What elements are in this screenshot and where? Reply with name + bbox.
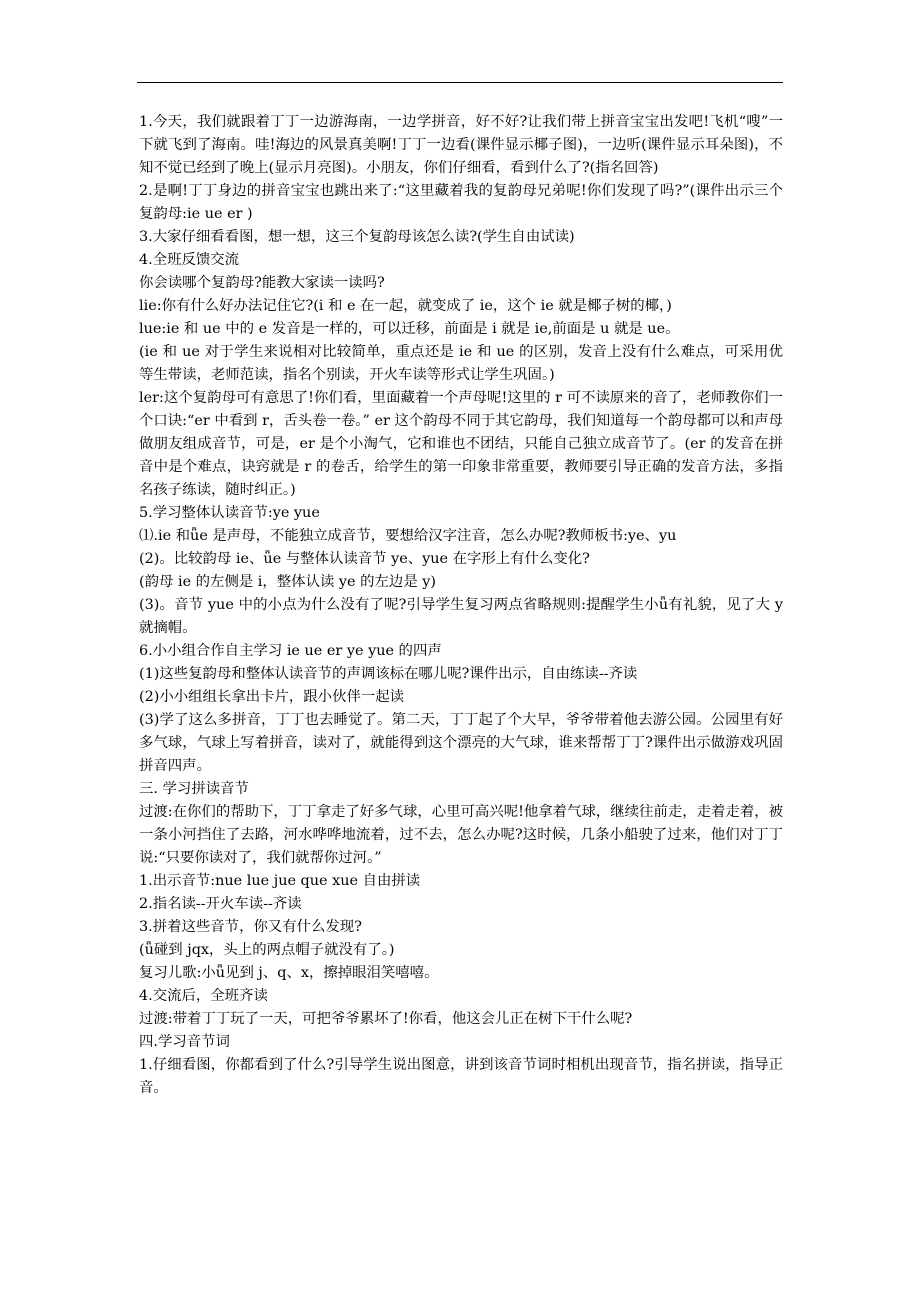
paragraph: 2.指名读--开火车读--齐读	[139, 896, 302, 912]
paragraph: (2)小小组组长拿出卡片，跟小伙伴一起读	[139, 689, 405, 705]
paragraph: 4.交流后，全班齐读	[139, 988, 268, 1004]
paragraph: (3)。音节 yue 中的小点为什么没有了呢?引导学生复习两点省略规则:提醒学生小ǖ有礼貌，见了大 y 就摘帽。	[139, 597, 783, 636]
paragraph: 复习儿歌:小ǖ见到 j、q、x，擦掉眼泪笑嘻嘻。	[139, 965, 439, 981]
paragraph: 你会读哪个复韵母?能教大家读一读吗?	[139, 275, 385, 291]
section-heading: 4.全班反馈交流	[139, 252, 240, 268]
paragraph: 1.仔细看图，你都看到了什么?引导学生说出图意，讲到该音节词时相机出现音节，指名拼读，指导正音。	[139, 1057, 783, 1096]
section-heading: 5.学习整体认读音节:ye yue	[139, 505, 320, 521]
paragraph: 过渡:带着丁丁玩了一天，可把爷爷累坏了!你看，他这会儿正在树下干什么呢?	[139, 1011, 633, 1027]
section-heading: 三. 学习拼读音节	[139, 781, 249, 797]
document-body	[139, 111, 783, 1100]
section-heading: 四.学习音节词	[139, 1034, 230, 1050]
paragraph: (韵母 ie 的左侧是 i，整体认读 ye 的左边是 y)	[139, 574, 437, 590]
section-heading: 6.小小组合作自主学习 ie ue er ye yue 的四声	[139, 643, 442, 659]
paragraph: (ie 和 ue 对于学生来说相对比较简单，重点还是 ie 和 ue 的区别，发音上没有什么难点，可采用优等生带读，老师范读，指名个别读，开火车读等形式让学生巩固。)	[139, 344, 783, 383]
paragraph: 过渡:在你们的帮助下，丁丁拿走了好多气球，心里可高兴呢!他拿着气球，继续往前走，走着走着，被一条小河挡住了去路，河水哗哗地流着，过不去，怎么办呢?这时候，几条小船驶了过来，他们对丁丁说:“只要你读对了，我们就帮你过河。”	[139, 804, 783, 866]
paragraph: (3)学了这么多拼音，丁丁也去睡觉了。第二天，丁丁起了个大早，爷爷带着他去游公园。公园里有好多气球，气球上写着拼音，读对了，就能得到这个漂亮的大气球，谁来帮帮丁丁?课件出示做游戏巩固拼音四声。	[139, 712, 783, 774]
paragraph: ler:这个复韵母可有意思了!你们看，里面藏着一个声母呢!这里的 r 可不读原来的音了，老师教你们一个口诀:“er 中看到 r，舌头卷一卷。” er 这个韵母不同于其它韵母，我们知道每一个韵母都可以和声母做朋友组成音节，可是，er 是个小淘气，它和谁也不团结，只能自己独立成音节了。(er 的发音在拼音中是个难点，诀窍就是 r 的卷舌，给学生的第一印象非常重要，教师要引导正确的发音方法，多指名孩子练读，随时纠正。)	[139, 390, 783, 498]
paragraph: 3.大家仔细看看图，想一想，这三个复韵母该怎么读?(学生自由试读)	[139, 229, 575, 245]
paragraph: ⑴.ie 和ǖe 是声母，不能独立成音节，要想给汉字注音，怎么办呢?教师板书:ye、yu	[139, 528, 677, 544]
paragraph: 2.是啊!丁丁身边的拼音宝宝也跳出来了:“这里藏着我的复韵母兄弟呢!你们发现了吗?”(课件出示三个复韵母:ie ue er )	[139, 183, 783, 222]
header-rule	[137, 82, 783, 83]
paragraph: lue:ie 和 ue 中的 e 发音是一样的，可以迁移，前面是 i 就是 ie,前面是 u 就是 ue。	[139, 321, 680, 337]
paragraph: 3.拼着这些音节，你又有什么发现?	[139, 919, 362, 935]
paragraph: lie:你有什么好办法记住它?(i 和 e 在一起，就变成了 ie，这个 ie 就是椰子树的椰，)	[139, 298, 672, 314]
paragraph: 1.出示音节:nue lue jue que xue 自由拼读	[139, 873, 421, 889]
paragraph: (ǖ碰到 jqx，头上的两点帽子就没有了。)	[139, 942, 395, 958]
paragraph: (1)这些复韵母和整体认读音节的声调该标在哪儿呢?课件出示，自由练读--齐读	[139, 666, 638, 682]
paragraph: 1.今天，我们就跟着丁丁一边游海南，一边学拼音，好不好?让我们带上拼音宝宝出发吧!飞机“嗖”一下就飞到了海南。哇!海边的风景真美啊!丁丁一边看(课件显示椰子图)，一边听(课件显示耳朵图)，不知不觉已经到了晚上(显示月亮图)。小朋友，你们仔细看，看到什么了?(指名回答)	[139, 114, 783, 176]
paragraph: (2)。比较韵母 ie、ǖe 与整体认读音节 ye、yue 在字形上有什么变化?	[139, 551, 590, 567]
